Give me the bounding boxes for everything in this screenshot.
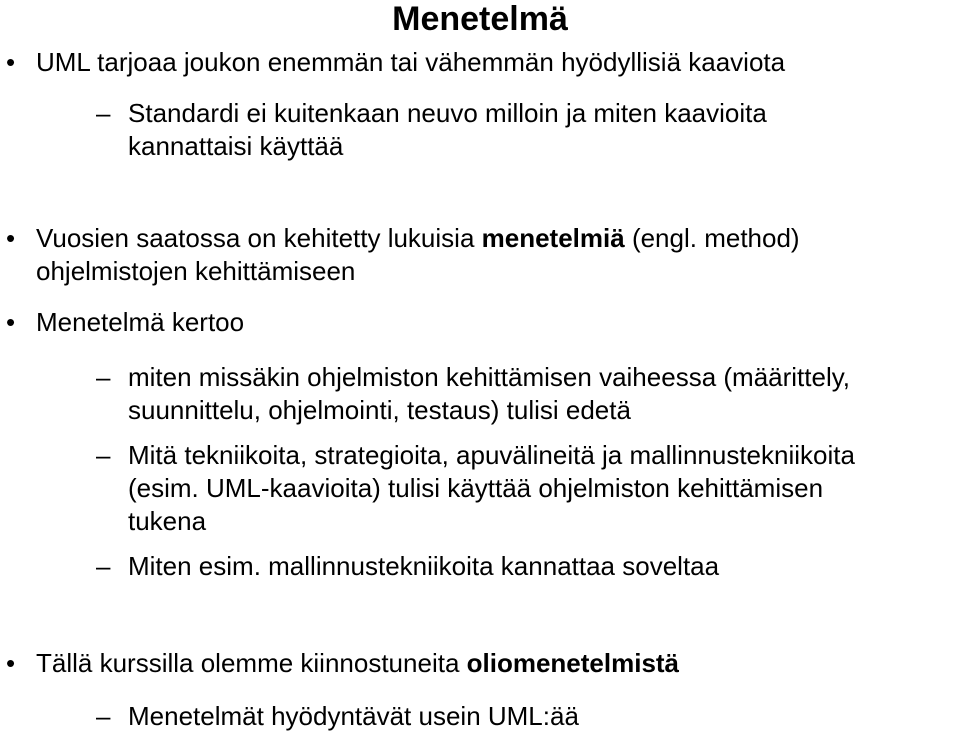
subbullet-text: suunnittelu, ohjelmointi, testaus) tulisi edetä <box>128 395 631 425</box>
dash-icon: – <box>96 98 111 128</box>
bullet-icon: • <box>6 307 16 337</box>
dash-icon: – <box>96 551 111 581</box>
dash-icon: – <box>96 701 111 731</box>
bullet-text: UML tarjoaa joukon enemmän tai vähemmän hyödyllisiä kaaviota <box>36 47 786 77</box>
bullet-text: Vuosien saatossa on kehitetty lukuisia menetelmiä (engl. method) <box>36 223 800 253</box>
bullet-icon: • <box>6 223 16 253</box>
bold-term-menetelmia: menetelmiä <box>481 223 625 253</box>
subbullet-text: tukena <box>128 506 207 536</box>
subbullet-text: Menetelmät hyödyntävät usein UML:ää <box>128 701 579 731</box>
subbullet-text: miten missäkin ohjelmiston kehittämisen vaiheessa (määrittely, <box>128 362 851 392</box>
bullet-icon: • <box>6 47 16 77</box>
slide-title: Menetelmä <box>392 0 568 38</box>
bold-term-oliomenetelmista: oliomenetelmistä <box>466 648 680 678</box>
dash-icon: – <box>96 362 111 392</box>
subbullet-text: Standardi ei kuitenkaan neuvo milloin ja miten kaavioita <box>128 98 767 128</box>
bullet-icon: • <box>6 648 16 678</box>
subbullet-text: (esim. UML-kaavioita) tulisi käyttää ohjelmiston kehittämisen <box>128 473 824 503</box>
subbullet-text: Mitä tekniikoita, strategioita, apuvälineitä ja mallinnustekniikoita <box>128 440 855 470</box>
dash-icon: – <box>96 440 111 470</box>
bullet-text: Tällä kurssilla olemme kiinnostuneita oliomenetelmistä <box>36 648 680 678</box>
subbullet-text: Miten esim. mallinnustekniikoita kannattaa soveltaa <box>128 551 720 581</box>
subbullet-text: kannattaisi käyttää <box>128 131 344 161</box>
bullet-text: Menetelmä kertoo <box>36 307 245 337</box>
bullet-text: ohjelmistojen kehittämiseen <box>36 256 356 286</box>
